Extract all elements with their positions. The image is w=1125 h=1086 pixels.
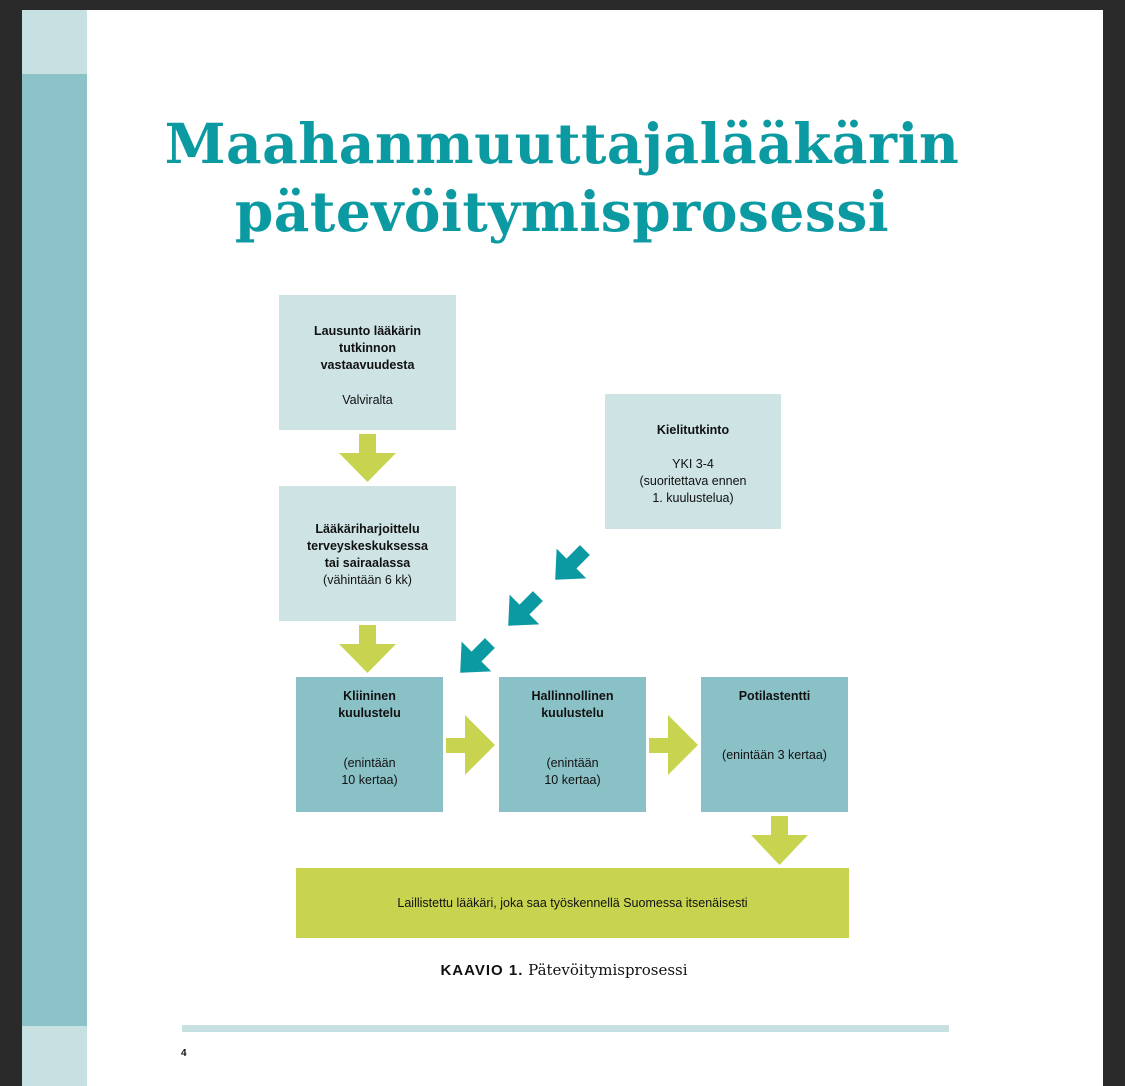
box-patient-exam: [701, 677, 848, 812]
patient-exam-title: Potilastentti: [738, 689, 811, 703]
caption-text: Pätevöitymisprosessi: [528, 961, 688, 979]
clinical-sub-1: (enintään: [343, 756, 396, 770]
language-sub-3: 1. kuulustelua): [652, 491, 734, 505]
patient-exam-sub: (enintään 3 kertaa): [722, 748, 827, 762]
box-licensed-doctor: [296, 868, 849, 938]
statement-title-3: vastaavuudesta: [320, 358, 415, 372]
box-language-exam: [605, 394, 781, 529]
arrow-diagonal-3: [445, 628, 504, 687]
internship-sub: (vähintään 6 kk): [323, 573, 412, 587]
administrative-sub-1: (enintään: [546, 756, 599, 770]
licensed-text: Laillistettu lääkäri, joka saa työskennellä Suomessa itsenäisesti: [397, 896, 748, 910]
internship-title-3: tai sairaalassa: [324, 556, 411, 570]
administrative-title-2: kuulustelu: [541, 706, 604, 720]
box-clinical-exam: [296, 677, 443, 812]
statement-title-1: Lausunto lääkärin: [314, 324, 421, 338]
arrow-down-2: [339, 625, 396, 673]
box-internship: [279, 486, 456, 621]
language-sub-1: YKI 3-4: [672, 457, 714, 471]
box-statement: [279, 295, 456, 430]
arrow-right-2: [649, 715, 698, 775]
arrow-down-1: [339, 434, 396, 482]
page-number: 4: [181, 1048, 187, 1059]
arrow-diagonal-2: [493, 581, 552, 640]
language-sub-2: (suoritettava ennen: [639, 474, 747, 488]
administrative-sub-2: 10 kertaa): [544, 773, 601, 787]
language-title: Kielitutkinto: [656, 423, 730, 437]
document-page: [22, 10, 1103, 1086]
clinical-title-2: kuulustelu: [338, 706, 401, 720]
clinical-sub-2: 10 kertaa): [341, 773, 398, 787]
arrow-right-1: [446, 715, 495, 775]
clinical-title-1: Kliininen: [343, 689, 396, 703]
title-line-1: Maahanmuuttajalääkärin: [164, 111, 960, 176]
internship-title-1: Lääkäriharjoittelu: [315, 522, 420, 536]
statement-title-2: tutkinnon: [339, 341, 396, 355]
internship-title-2: terveyskeskuksessa: [307, 539, 428, 553]
footer-divider: [182, 1025, 949, 1032]
figure-caption: [279, 961, 849, 979]
statement-sub: Valviralta: [342, 393, 393, 407]
arrow-diagonal-1: [540, 535, 599, 594]
administrative-title-1: Hallinnollinen: [531, 689, 614, 703]
box-administrative-exam: [499, 677, 646, 812]
title-line-2: pätevöitymisprosessi: [234, 179, 890, 244]
caption-label: KAAVIO 1.: [440, 962, 524, 979]
arrow-down-3: [751, 816, 808, 865]
